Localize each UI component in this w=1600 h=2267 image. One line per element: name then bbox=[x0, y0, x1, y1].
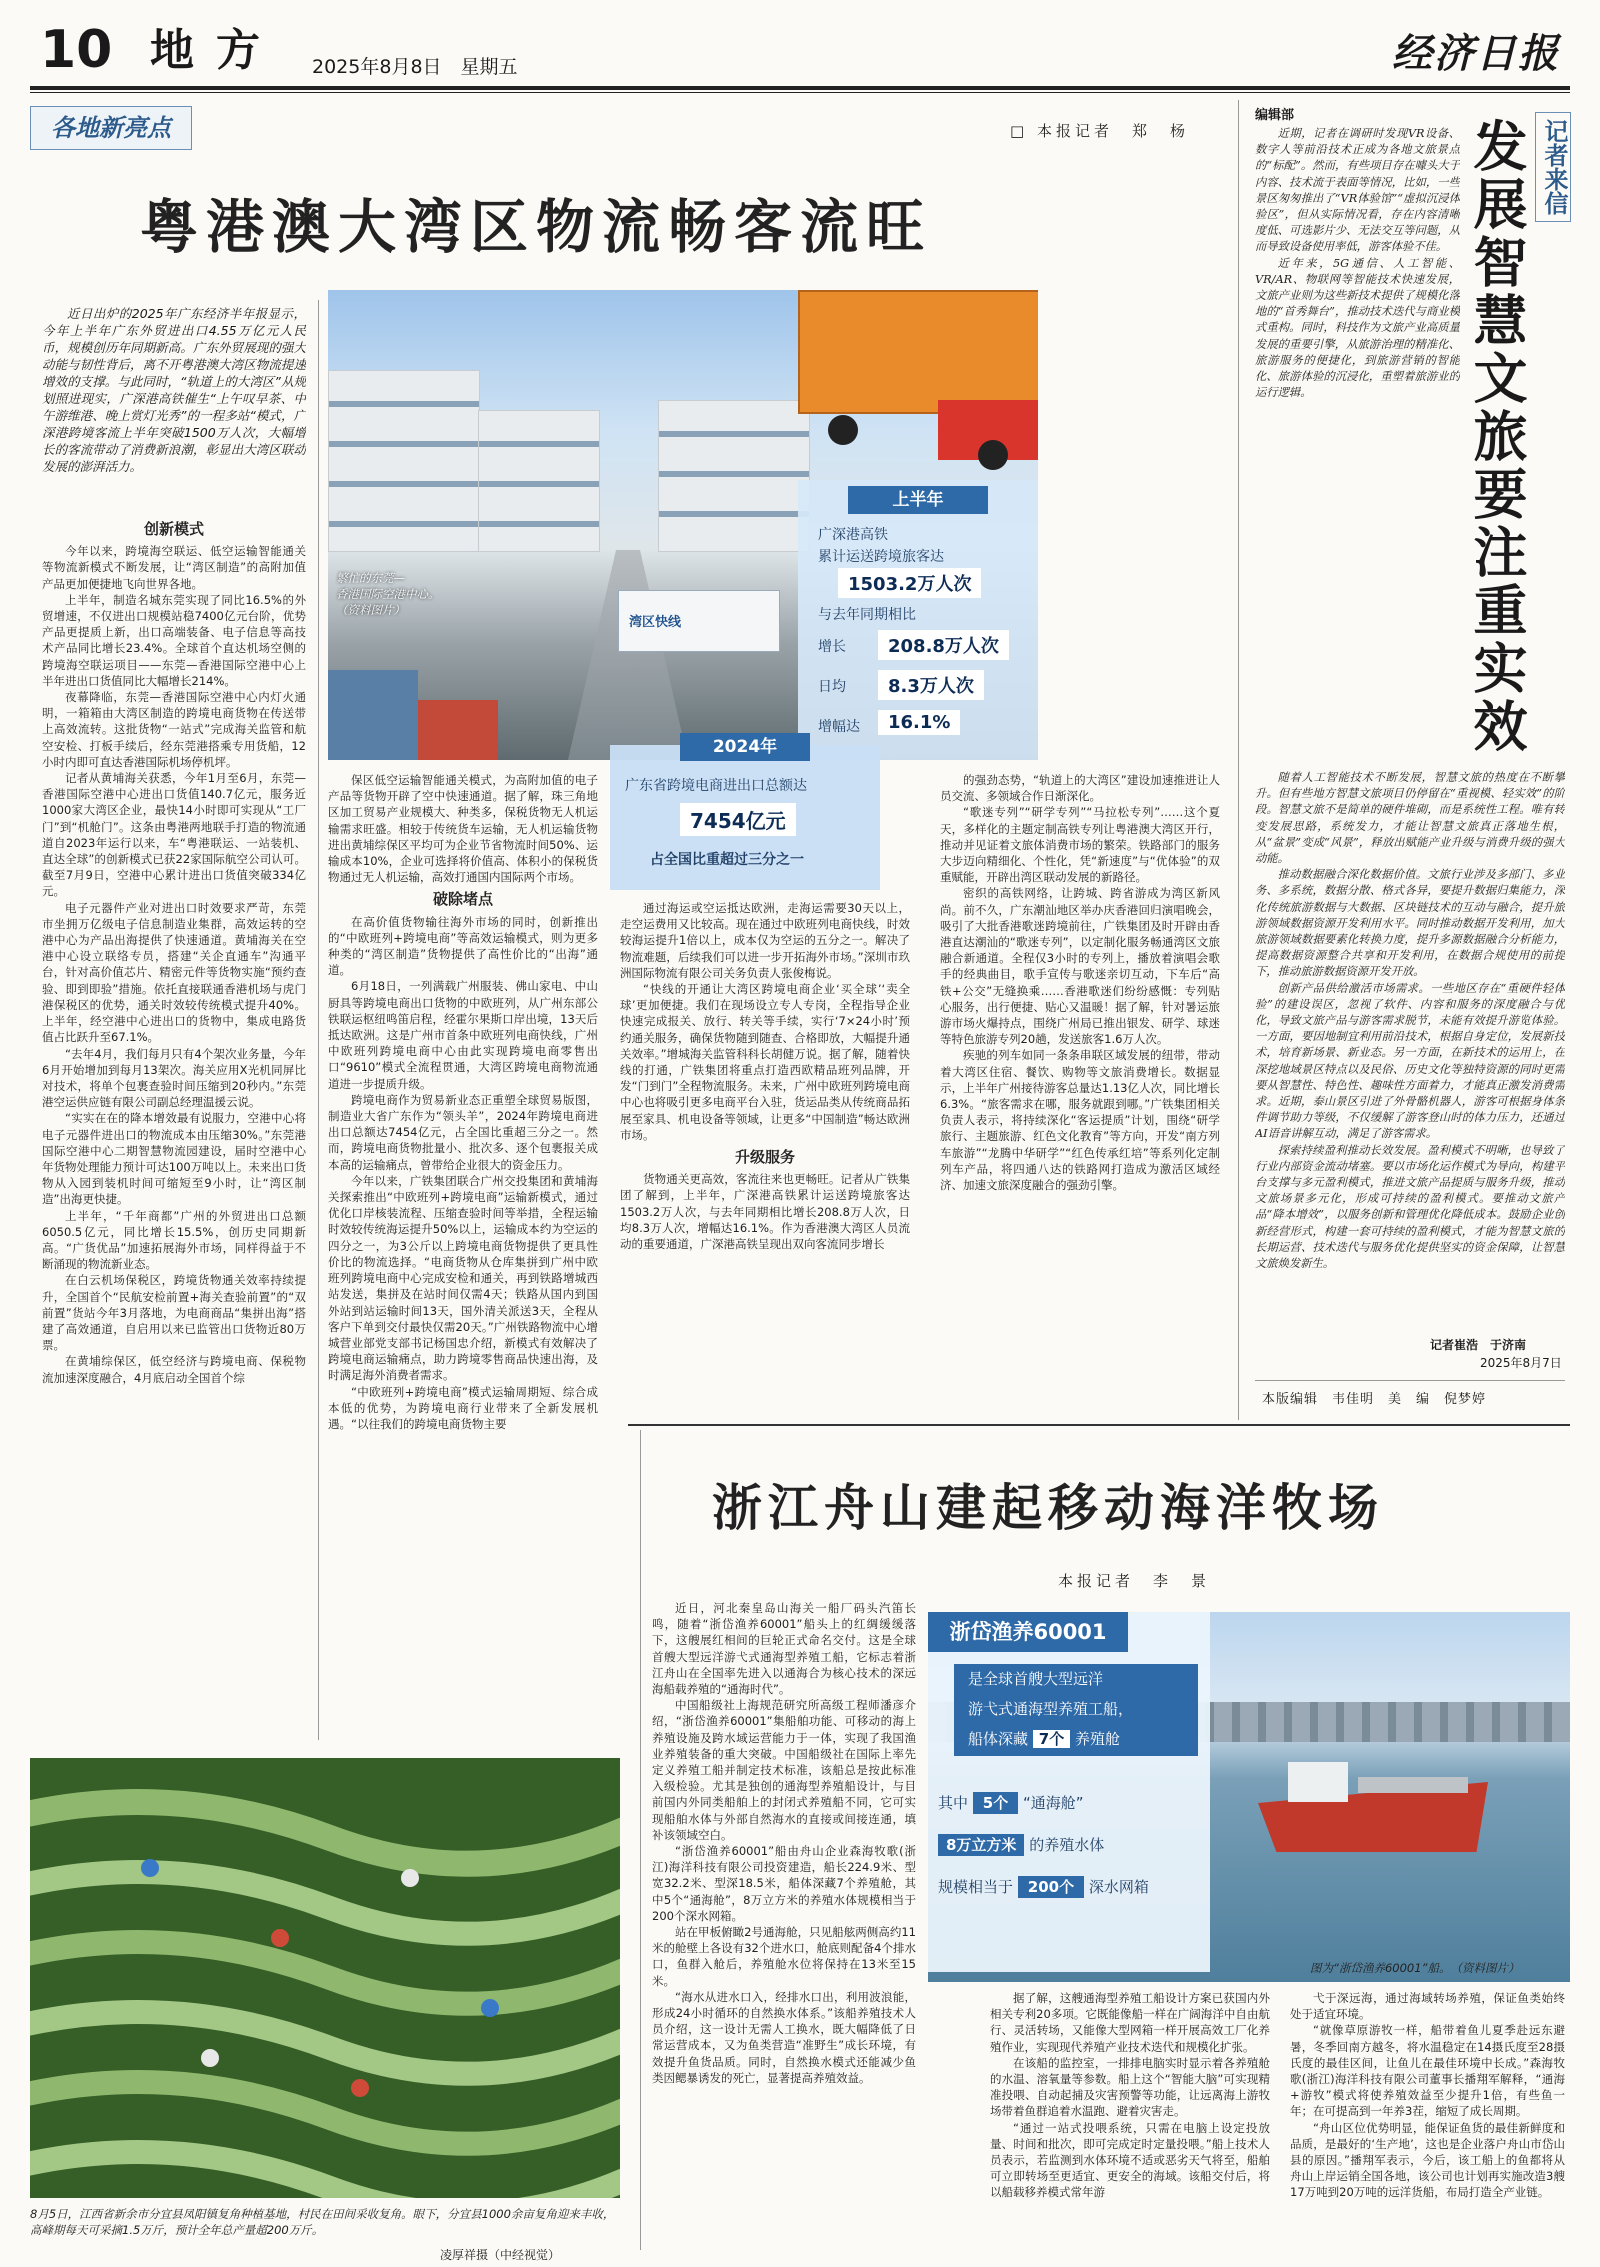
half-year-label: 上半年 bbox=[848, 486, 988, 514]
warehouse-left-2 bbox=[478, 410, 600, 552]
paragraph: “海水从进水口入，经排水口出，利用波浪能，形成24小时循环的自然换水体系。”该船养殖技术人员介绍，这一设计无需人工换水，既大幅降低了日常运营成本，又为鱼类营造“准野生”成长环境，有效提升鱼货品质。同时，自然换水模式还能减少鱼类因鳃暴诱发的死亡，显著提高养殖效益。 bbox=[652, 1989, 916, 2085]
article1-column-4 bbox=[940, 772, 1220, 1412]
paragraph: 密织的高铁网络，让跨城、跨省游成为湾区新风尚。前不久，广东潮汕地区举办庆香港回归演唱晚会，吸引了大批香港歌迷跨境前往，广铁集团及时开辟由香港直达潮汕的“歌迷专列”，以定制化服务畅通湾区文旅融合新通道。全程仅3小时的专列上，播放着演唱会歌手的经典曲目，歌手宣传与歌迷亲切互动，下车后“高铁+公交”无缝换乘……香港歌迷们纷纷感慨：专列贴心服务，出行便捷、贴心又温暖！据了解，针对暑运旅游市场火爆持点，围绕广州局已推出银发、研学、球迷等特色旅游专列20趟，发送旅客1.6万人次。 bbox=[940, 886, 1220, 1047]
paragraph: 推动数据融合深化数据价值。文旅行业涉及多部门、多业务、多系统，数据分散、格式各异，要提升数据归集能力，深化传统旅游数据与大数据、区块链技术的互动与融合，提升旅游领域数据资源开发利用水平。同时推动数据开发利用，加大旅游领域数据要素化转换力度，提升多源数据融合分析能力，提高数据资源整合共享和开发利用，在数据合规使用的前提下，推动旅游数据资源开发开放。 bbox=[1255, 868, 1565, 979]
logistics-photo-graphic bbox=[328, 290, 1038, 760]
ship-deck bbox=[1358, 1777, 1468, 1793]
paragraph: 今年以来，跨境海空联运、低空运输智能通关等物流新模式不断发展，让“湾区制造”的高附加值产品更加便捷地飞向世界各地。 bbox=[42, 544, 306, 591]
paragraph: 货物通关更高效，客流往来也更畅旺。记者从广铁集团了解到，上半年，广深港高铁累计运送跨境旅客达1503.2万人次，与去年同期相比增长208.8万人次，日均8.3万人次，增幅达16.1%。作为香港澳大湾区人员流动的重要通道，广深港高铁呈现出双向客流同步增长 bbox=[620, 1172, 910, 1252]
paragraph: “去年4月，我们每月只有4个架次业务量，今年6月开始增加到每月13架次。海关应用X光机同屏比对技术，将单个包裹查验时间压缩到20秒内。”东莞港空运供应链有限公司副总经理温援云说。 bbox=[42, 1046, 306, 1110]
row-label: 增幅达 bbox=[818, 719, 860, 735]
ship-info-panel bbox=[928, 1612, 1210, 1972]
column2-signoff: 记者崔浩 于济南 bbox=[1430, 1338, 1527, 1352]
truck-container-illustration bbox=[798, 290, 1038, 414]
column2-signoff-date: 2025年8月7日 bbox=[1480, 1356, 1562, 1370]
label-ecommerce: 广东省跨境电商进出口总额达 bbox=[625, 778, 807, 794]
paragraph: “中欧班列+跨境电商”模式运输周期短、综合成本低的优势，为跨境电商行业带来了全新发展机遇。“以往我们的跨境电商货物主要 bbox=[328, 1384, 598, 1431]
paragraph: “通过一站式投喂系统，只需在电脑上设定投放量、时间和批次，即可完成定时定量投喂。”船上技术人员表示，若监测到水体环境不适或恶劣天气将至，船舶可立即转场至更适宜、更安全的海域。该船交付后，将以船载移养模式常年游 bbox=[990, 2120, 1270, 2200]
paragraph: 近期，记者在调研时发现VR设备、数字人等前沿技术正成为各地文旅景点的“标配”。然而，有些项目存在噱头大于内容、技术流于表面等情况，比如，一些景区匆匆推出了“VR体验馆”“虚拟沉浸体验区”，但从实际情况看，存在内容清晰度低、可选影片少、无法交互等问题，从而导致设备使用率低，游客体验不佳。 bbox=[1255, 127, 1460, 254]
page-number: 10 bbox=[40, 20, 113, 80]
article2-top-rule bbox=[628, 1424, 1570, 1426]
value-increase: 208.8万人次 bbox=[878, 630, 1009, 660]
value-sea-tanks: 5个 bbox=[973, 1792, 1018, 1814]
container-stack bbox=[328, 670, 418, 760]
article2-column-2 bbox=[990, 1990, 1270, 2235]
value-net-cages: 200个 bbox=[1018, 1876, 1084, 1898]
paragraph: 跨境电商作为贸易新业态正重塑全球贸易版图，制造业大省广东作为“领头羊”，2024年跨境电商进出口总额达7454亿元，占全国比重超三分之一。然而，跨境电商货物批量小、批次多、逐个包裹报关成本高的运输痛点，曾带给企业很大的资金压力。 bbox=[328, 1092, 598, 1172]
paragraph: 近日，河北秦皇岛山海关一船厂码头汽笛长鸣，随着“浙岱渔养60001”船头上的红绸缓缓落下，这艘展红相间的巨轮正式命名交付。这是全球首艘大型远洋游弋式通海型养殖工船，它标志着浙江舟山在全国率先进入以通海合为核心技术的深远海船载养殖的“通海时代”。 bbox=[652, 1601, 916, 1697]
paragraph: 中国船级社上海规范研究所高级工程师潘彦介绍，“浙岱渔养60001”集船舶功能、可移动的海上养殖设施及跨水域运营能力于一体，实现了我国渔业养殖装备的重大突破。中国船级社在国际上率先定义养殖工船并制定技术标准，该船总是按此标准入级检验。尤其是独创的通海型养殖船设计，与目前国内外同类船舶上的封闭式养殖船不同，它可实现船舶水体与外部自然海水的直接或间接连通，填补该领域空白。 bbox=[652, 1698, 916, 1842]
ecommerce-stats-box bbox=[610, 737, 880, 890]
warehouse-left bbox=[328, 370, 480, 552]
value-tanks: 7个 bbox=[1033, 1730, 1070, 1748]
paragraph: 在黄埔综保区，低空经济与跨境电商、保税物流加速深度融合，4月底启动全国首个综 bbox=[42, 1354, 306, 1385]
year-label: 2024年 bbox=[680, 733, 810, 761]
paragraph: 通过海运或空运抵达欧洲，走海运需要30天以上，走空运费用又比较高。现在通过中欧班列电商快线，时效较海运提升1倍以上，成本仅为空运的五分之一。解决了物流难题，后续我们可以进一步开拓海外市场。”深圳市玖洲国际物流有限公司关务负责人张俊梅说。 bbox=[620, 901, 910, 980]
paragraph: 弋于深远海，通过海域转场养殖，保证鱼类始终处于适宜环境。 bbox=[1290, 1991, 1565, 2022]
ship-stat-text: 其中 bbox=[938, 1794, 969, 1812]
article1-column-3 bbox=[620, 900, 910, 1410]
article1-column-2 bbox=[328, 772, 598, 1730]
column2-intro bbox=[1255, 126, 1460, 766]
subhead-clear-blockages: 破除堵点 bbox=[432, 890, 493, 909]
ship-stat-row bbox=[938, 1792, 1084, 1813]
truck-wheel bbox=[978, 440, 1008, 470]
paragraph: “快线的开通让大湾区跨境电商企业‘买全球’‘卖全球’更加便捷。我们在现场设立专人专岗，全程指导企业快速完成报关、放行、转关等手续，实行‘7×24小时’预约通关服务，确保货物随到随查、合格即放，大幅提升通关效率。”增城海关监管科科长胡健万说。据了解，随着快线的打通，广铁集团将重点打造西欧精品班列品牌，开发“门到门”全程物流服务。未来，广州中欧班列跨境电商中心也将吸引更多电商平台入驻，货运品类从传统商品拓展至家具、机电设备等领域，让更多“中国制造”畅达欧洲市场。 bbox=[620, 982, 910, 1142]
warehouse-right bbox=[658, 400, 810, 552]
paragraph: “浙岱渔养60001”船由舟山企业森海牧歌(浙江)海洋科技有限公司投资建造，船长224.9米、型宽32.2米、型深18.5米，船体深藏7个养殖舱，其中5个“通海舱”，8万立方米的养殖水体规模相当于200个深水网箱。 bbox=[652, 1844, 916, 1923]
value-total-passengers: 1503.2万人次 bbox=[838, 568, 981, 598]
paragraph: 创新产品供给激活市场需求。一些地区存在“重硬件轻体验”的建设误区，忽视了软件、内容和服务的深度融合与优化，导致文旅产品与游客需求脱节，未能有效提升游览体验。一方面，要因地制宜利用前沿技术，根据自身定位，发展新技术，培育新场景、新业态。另一方面，在新技术的运用上，在深挖地域景区特点以及民俗、历史文化等独特资源的同时更需要从智慧性、特色性、趣味性方面着力，才能真正激发消费需求。近期，泰山景区引进了外骨骼机器人，游客可根据身体条件调节助力等级，不仅缓解了游客登山时的体力压力，还通过AI语音讲解互动，满足了游客需求。 bbox=[1255, 981, 1565, 1141]
ship-bridge bbox=[1288, 1762, 1348, 1802]
value-growth-rate: 16.1% bbox=[878, 710, 960, 735]
paragraph: 今年以来，广铁集团联合广州交投集团和黄埔海关探索推出“中欧班列+跨境电商”运输新模式，通过优化口岸核装流程、压缩查验时间等举措，全程运输时效较传统海运提升50%以上，运输成本约为空运的四分之一，为3公斤以上跨境电商货物提供了更具性价比的物流选择。“电商货物从仓库集拼到广州中欧班列跨境电商中心完成安检和通关，再到铁路增城西站发送，集拼及在站时间仅需4天；铁路从国内到国外站到站运输时间13天，国外清关派送3天，全程从客户下单到交付最快仅需20天。”广州铁路物流中心增城营业部党支部书记杨国忠介绍，新模式有效解决了跨境电商运输痛点，助力跨境零售商品快速出海，及时满足海外消费者需求。 bbox=[328, 1173, 598, 1383]
article1-lead: 近日出炉的2025年广东经济半年报显示，今年上半年广东外贸进出口4.55万亿元人民币，规模创历年同期新高。广东外贸展现的强大动能与韧性背后，离不开粤港澳大湾区物流提速增效的支撑。与此同时，“轨道上的大湾区”从规划照进现实，广深港高铁催生“上午叹早茶、中午游维港、晚上赏灯光秀”的一程多站“模式，广深港跨境客流上半年突破1500万人次，大幅增长的客流带动了消费新浪潮，彰显出大湾区联动发展的澎湃活力。 bbox=[42, 306, 306, 474]
row-label: 增长 bbox=[818, 639, 846, 655]
ship-stat-text: 深水网箱 bbox=[1088, 1878, 1149, 1896]
paragraph: “舟山区位优势明显，能保证鱼货的最佳新鲜度和品质，是最好的‘生产地’，这也是企业落户舟山市岱山县的原因。”播翔军表示，今后，该工船上的鱼都将从舟山上岸运销全国各地，该公司也计划再实施改造3艘17万吨到20万吨的远洋货船，布局打造全产业链。 bbox=[1290, 2120, 1565, 2200]
paragraph: 疾驰的列车如同一条条串联区域发展的纽带，带动着大湾区住宿、餐饮、购物等文旅消费增长。数据显示，上半年广州接待游客总量达1.13亿人次，同比增长6.3%。“旅客需求在哪，服务就跟到哪。”广铁集团相关负责人表示，将持续深化“客运提质”计划，围绕“研学旅行、主题旅游、红色文化教育”等方向，开发“南方列车旅游”“龙腾中华研学”“红色传承红培”等系列化定制列车产品，将四通八达的铁路网打造成为激活区域经济、加速文旅深度融合的强劲引擎。 bbox=[940, 1048, 1220, 1193]
label-cumulative: 累计运送跨境旅客达 bbox=[818, 549, 944, 565]
paragraph: 记者从黄埔海关获悉，今年1月至6月，东莞—香港国际空港中心进出口货值140.7亿元，服务近1000家大湾区企业，最快14小时即可实现从“工厂门”到“机舱门”。这条由粤港两地联手打造的物流通道自2023年运行以来，车“粤港联运、一站装机、直达全球”的创新模式已获22家国际航空公司认可。截至7月9日，空港中心累计进出口货值突破334亿元。 bbox=[42, 771, 306, 899]
ship-desc-text: 养殖舱 bbox=[1075, 1730, 1121, 1748]
editor-rule bbox=[1255, 1380, 1565, 1381]
article2-byline: 本报记者 李 景 bbox=[1058, 1572, 1211, 1590]
ship-name-label: 浙岱渔养60001 bbox=[928, 1612, 1128, 1652]
delivery-truck: 湾区快线 bbox=[618, 590, 780, 652]
masthead-rule bbox=[30, 86, 1570, 90]
column2-body bbox=[1255, 770, 1565, 1330]
paragraph: “就像草原游牧一样，船带着鱼儿夏季赴远东避暑，冬季回南方越冬，将水温稳定在14摄氏度至28摄氏度的最佳区间，让鱼儿在最佳环境中长成。”森海牧歌(浙江)海洋科技有限公司董事长播翔军解释，“通海+游牧”模式将使养殖效益至少提升1倍，有些鱼一年；在可提高到一年养3茬，缩短了成长周期。 bbox=[1290, 2023, 1565, 2119]
editor-label: 编辑部 bbox=[1255, 108, 1295, 123]
ship-stat-row bbox=[938, 1876, 1149, 1897]
harvest-field-photo bbox=[30, 1758, 620, 2198]
photo-caption: 繁忙的东莞— 香港国际空港中心。 （资料图片） bbox=[336, 571, 440, 617]
ship-desc-text: 船体深藏 bbox=[968, 1730, 1029, 1748]
ship-stat-text: “通海舱” bbox=[1023, 1794, 1084, 1812]
ship-desc-line: 游弋式通海型养殖工船， bbox=[968, 1700, 1134, 1718]
ship-description bbox=[954, 1664, 1198, 1756]
article1-column-1 bbox=[42, 515, 306, 1730]
value-ecommerce: 7454亿元 bbox=[680, 803, 796, 836]
column-divider bbox=[318, 300, 319, 1740]
paragraph: 上半年，“千年商都”广州的外贸进出口总额6050.5亿元，同比增长15.5%，创历史同期新高。“广货优品”加速拓展海外市场，同样得益于不断涌现的物流新业态。 bbox=[42, 1208, 306, 1272]
issue-date: 2025年8月8日 星期五 bbox=[312, 56, 518, 78]
paragraph: 6月18日，一列满载广州服装、佛山家电、中山厨具等跨境电商出口货物的中欧班列，从广州东部公铁联运枢纽鸣笛启程，经霍尔果斯口岸出境，13天后抵达欧洲。这是广州市首条中欧班列电商快线，广州中欧班列跨境电商中心由此实现跨境电商零售出口“9610”模式全流程贯通，大湾区跨境电商物流通道进一步提质升级。 bbox=[328, 979, 598, 1091]
paragraph: 近年来，5G通信、人工智能、VR/AR、物联网等智能技术快速发展，文旅产业则为这些新技术提供了规模化落地的“首秀舞台”，推动技术迭代与商业模式重构。同时，科技作为文旅产业高质量发展的重要引擎，从旅游治理的精准化、旅游服务的便捷化，到旅游营销的智能化、旅游体验的沉浸化，重塑着旅游业的运行逻辑。 bbox=[1255, 256, 1460, 400]
paragraph: 据了解，这艘通海型养殖工船设计方案已获国内外相关专利20多项。它既能像船一样在广阔海洋中自由航行、灵活转场，又能像大型网箱一样开展高效工厂化养殖作业，实现现代养殖产业技术迭代和规模化扩张。 bbox=[990, 1991, 1270, 2054]
road bbox=[568, 550, 688, 760]
subhead-upgrade-service: 升级服务 bbox=[734, 1148, 795, 1167]
paragraph: “实实在在的降本增效最有说服力，空港中心将电子元器件进出口的物流成本由压缩30%。”东莞港国际空港中心二期智慧物流园建设，届时空港中心年货物处理能力预计可达100万吨以上。未来出口货物从入园到装机时间可缩短至9小时，让“湾区制造”出海更快捷。 bbox=[42, 1111, 306, 1207]
page-editors: 本版编辑 韦佳明 美 编 倪梦婷 bbox=[1262, 1392, 1487, 1407]
paragraph: 在高价值货物输往海外市场的同时，创新推出的“中欧班列+跨境电商”等高效运输模式，则为更多种类的“湾区制造”货物提供了高性价比的“出海”通道。 bbox=[328, 914, 598, 978]
paragraph: 上半年，制造名城东莞实现了同比16.5%的外贸增速，不仅进出口规模站稳7400亿元台阶，优势产品更提质上新，出口高端装备、电子信息等高技术产品同比增长23.4%。全球首个直达机场空侧的跨境海空联运项目——东莞—香港国际空港中心上半年进出口货值同比大幅增长214%。 bbox=[42, 592, 306, 688]
paragraph: 的强劲态势，“轨道上的大湾区”建设加速推进让人员交流、多领域合作日渐深化。 bbox=[940, 773, 1220, 804]
hsr-stats-box bbox=[798, 480, 1038, 760]
side-tag-reporter-letter: 记者来信 bbox=[1535, 112, 1571, 222]
subhead-innovation: 创新模式 bbox=[143, 520, 204, 538]
paragraph: 在该船的监控室，一排排电脑实时显示着各养殖舱的水温、溶氧量等参数。船上这个“智能大脑”可实现精准投喂、自动起捕及灾害预警等功能，让远离海上游牧场带着鱼群追着水温跑、避着灾害走。 bbox=[990, 2055, 1270, 2119]
newspaper-logo: 经济日报 bbox=[1392, 30, 1560, 77]
section-name: 地方 bbox=[150, 25, 282, 76]
label-yoy: 与去年同期相比 bbox=[818, 607, 916, 623]
harvest-photo-caption: 8月5日，江西省新余市分宜县凤阳镇复角种植基地，村民在田间采收复角。眼下，分宜县1000余亩复角迎来丰收，高峰期每天可采摘1.5万斤，预计全年总产量超200万斤。 bbox=[30, 2207, 615, 2237]
label-hsr: 广深港高铁 bbox=[818, 527, 888, 543]
paragraph: 电子元器件产业对进出口时效要求严苛，东莞市坐拥万亿级电子信息制造业集群，高效运转的空港中心为产品出海提供了快速通道。黄埔海关在空港中心设立联络专员，搭建“关企直通车”沟通平台，针对高价值芯片、精密元件等货物实施“预约查验、即到即验”措施。依托直接联通香港机场与虎门港保税区的优势，通关时效较传统模式提升40%。上半年，经空港中心进出口的货物中，集成电路货值占比跃升至67.1%。 bbox=[42, 900, 306, 1045]
article1-title: 粤港澳大湾区物流畅客流旺 bbox=[140, 193, 933, 261]
column-divider bbox=[640, 1430, 641, 2250]
ship-photo-caption: 图为“浙岱渔养60001”船。 （资料图片） bbox=[1310, 1961, 1520, 1975]
column-tag: 各地新亮点 bbox=[30, 106, 192, 150]
paragraph: 随着人工智能技术不断发展，智慧文旅的热度在不断攀升。但有些地方智慧文旅项目仍停留在“重视模、轻实效”的阶段。智慧文旅不是简单的硬件堆砌，而是系统性工程。唯有转变发展思路，系统发力，才能让智慧文旅真正落地生根，从“盆景”变成“风景”，释放出赋能产业升级与消费升级的强大动能。 bbox=[1255, 771, 1565, 866]
ship-desc-line: 是全球首艘大型远洋 bbox=[968, 1670, 1104, 1688]
value-water-volume: 8万立方米 bbox=[938, 1834, 1024, 1856]
paragraph: 保区低空运输智能通关模式，为高附加值的电子产品等货物开辟了空中快速通道。据了解，珠三角地区加工贸易产业规模大、种类多，保税货物无人机运输需求旺盛。相较于传统货车运输，无人机运输货物进出黄埔综保区平均可为企业节省物流时间50%、运输成本10%，企业可选择将价值高、体积小的保税货物通过无人机运输，高效打通国内国际两个市场。 bbox=[328, 773, 598, 885]
harvest-photo-credit: 凌厚祥摄（中经视觉） bbox=[440, 2248, 561, 2262]
ship-stat-text: 的养殖水体 bbox=[1029, 1836, 1105, 1854]
row-label: 日均 bbox=[818, 679, 846, 695]
container-stack bbox=[418, 700, 498, 760]
article2-column-3 bbox=[1290, 1990, 1565, 2235]
paragraph: 在白云机场保税区，跨境货物通关效率持续提升，全国首个“民航安检前置+海关查验前置”的“双前置”货站今年3月落地，为电商商品“集拼出海”搭建了高效通道，自启用以来已监管出口货物近80万票。 bbox=[42, 1273, 306, 1353]
masthead-rule-thin bbox=[30, 92, 1570, 93]
paragraph: 夜幕降临，东莞—香港国际空港中心内灯火通明，一箱箱由大湾区制造的跨境电商货物在传送带上高效流转。这批货物“一站式”完成海关监管和航空安检、打板手续后，经东莞港搭乘专用货船，12小时内即可直达香港国际机场停机坪。 bbox=[42, 690, 306, 769]
paragraph: 探索持续盈利推动长效发展。盈利模式不明晰，也导致了行业内部资金流动堵塞。要以市场化运作模式为导向，构建平台支撑与多元盈利模式，推进文旅产品提质与服务升级，推动文旅场景多元化，形成可持续的盈利模式。要推动文旅产品“降本增效”，以服务创新和管理优化降低成本。鼓励企业创新经营形式，构建一套可持续的盈利模式，才能为智慧文旅的长期运营、技术迭代与服务优化提供坚实的资金保障，让智慧文旅焕发新生。 bbox=[1255, 1143, 1565, 1271]
bean-field-rows-illustration bbox=[30, 1758, 620, 2198]
column2-title: 发展智慧文旅要注重实效 bbox=[1465, 118, 1529, 756]
paragraph: “歌迷专列”“研学专列”“马拉松专列”……这个夏天，多样化的主题定制高铁专列让粤港澳大湾区开行，推动并见证着文旅体消费市场的繁荣。铁路部门的服务大步迈向精细化、个性化，凭“新速度”与“优体验”的双重赋能，开辟出湾区联动发展的新路径。 bbox=[940, 805, 1220, 885]
column-divider bbox=[1238, 100, 1239, 1420]
truck-wheel bbox=[828, 415, 858, 445]
ship-stat-text: 规模相当于 bbox=[938, 1878, 1014, 1896]
paragraph: 站在甲板俯瞰2号通海舱，只见船舷两侧高约11米的舱壁上各设有32个进水口，舱底则配备4个排水口，鱼群入舱后，养殖舱水位将保持在13米至15米。 bbox=[652, 1925, 916, 1988]
label-national-share: 占全国比重超过三分之一 bbox=[650, 852, 804, 868]
ship-stat-row bbox=[938, 1834, 1104, 1855]
article2-column-1 bbox=[652, 1600, 916, 2230]
value-daily: 8.3万人次 bbox=[878, 670, 984, 700]
article1-byline: □ 本报记者 郑 杨 bbox=[1010, 122, 1189, 140]
article2-title: 浙江舟山建起移动海洋牧场 bbox=[712, 1478, 1384, 1537]
